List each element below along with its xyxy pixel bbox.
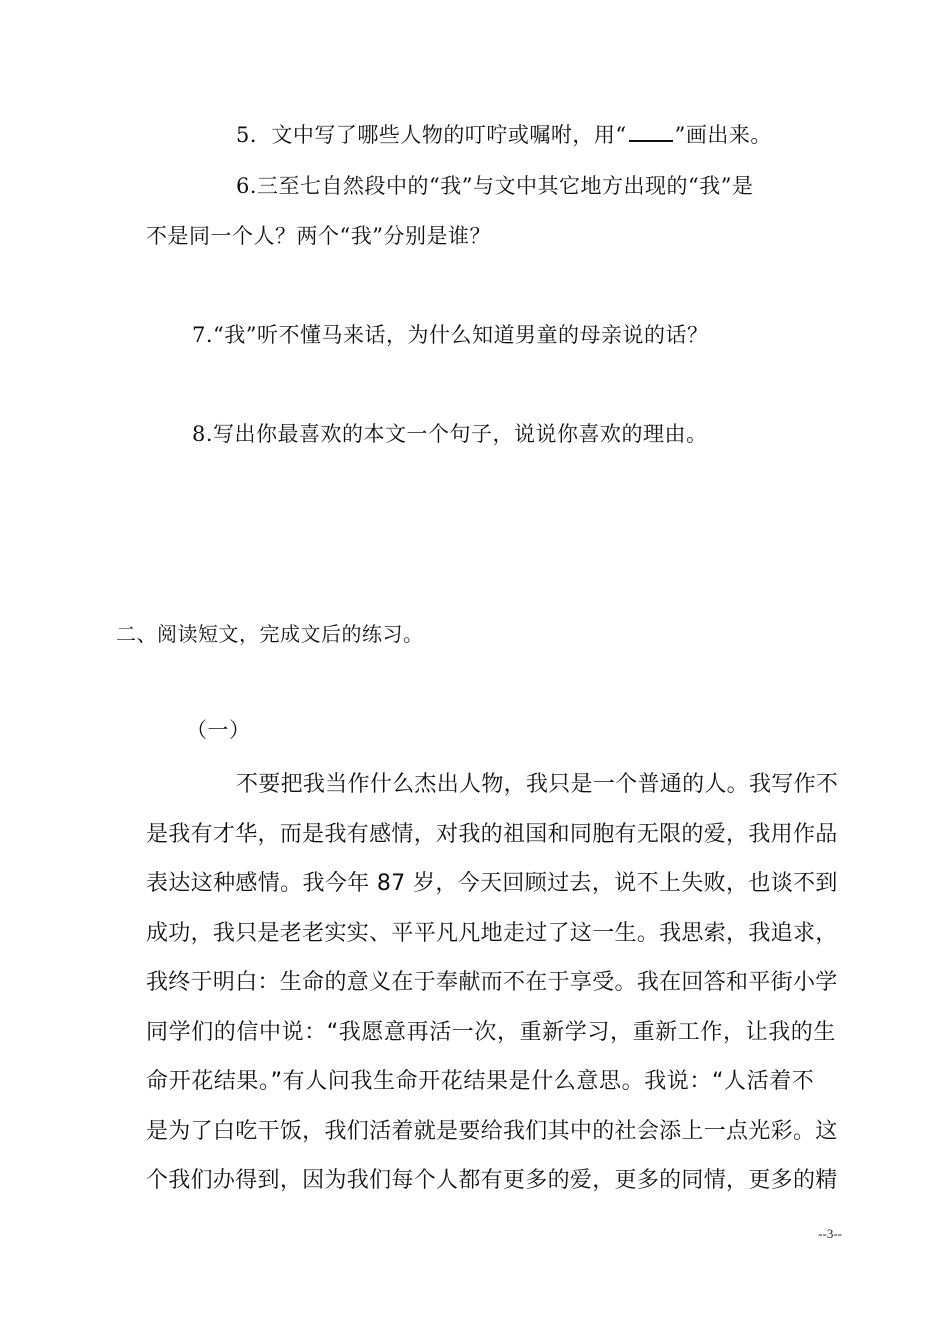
question-5 xyxy=(236,120,772,149)
question-6-line-1: 6.三至七自然段中的“我”与文中其它地方出现的“我”是 xyxy=(236,174,754,198)
passage-line: 不要把我当作什么杰出人物，我只是一个普通的人。我写作不 xyxy=(236,772,839,797)
section-heading: 二、阅读短文，完成文后的练习。 xyxy=(116,622,424,646)
passage-line: 我终于明白：生命的意义在于奉献而不在于享受。我在回答和平街小学 xyxy=(146,970,838,995)
passage-line: 成功，我只是老老实实、平平凡凡地走过了这一生。我思索，我追求， xyxy=(146,921,838,946)
question-5-text-before: 5．文中写了哪些人物的叮咛或嘱咐，用“ xyxy=(236,123,627,147)
passage-line: 表达这种感情。我今年 87 岁，今天回顾过去，说不上失败，也谈不到 xyxy=(146,871,838,896)
question-8: 8.写出你最喜欢的本文一个句子，说说你喜欢的理由。 xyxy=(192,422,708,446)
question-5-text-after: ”画出来。 xyxy=(674,123,772,147)
underline-blank xyxy=(629,120,673,142)
passage-line: 命开花结果。”有人问我生命开花结果是什么意思。我说：“人活着不 xyxy=(146,1069,815,1094)
question-6-line-2: 不是同一个人？两个“我”分别是谁？ xyxy=(146,224,491,248)
passage-line: 同学们的信中说：“我愿意再活一次，重新学习，重新工作，让我的生 xyxy=(146,1020,836,1045)
part-label: （一） xyxy=(186,718,251,742)
passage-line: 是我有才华，而是我有感情，对我的祖国和同胞有无限的爱，我用作品 xyxy=(146,822,838,847)
passage-line: 是为了白吃干饭，我们活着就是要给我们其中的社会添上一点光彩。这 xyxy=(146,1119,838,1144)
question-7: 7.“我”听不懂马来话，为什么知道男童的母亲说的话？ xyxy=(192,323,709,347)
page-number: --3-- xyxy=(818,1226,842,1241)
passage-line: 个我们办得到，因为我们每个人都有更多的爱，更多的同情，更多的精 xyxy=(146,1168,838,1193)
